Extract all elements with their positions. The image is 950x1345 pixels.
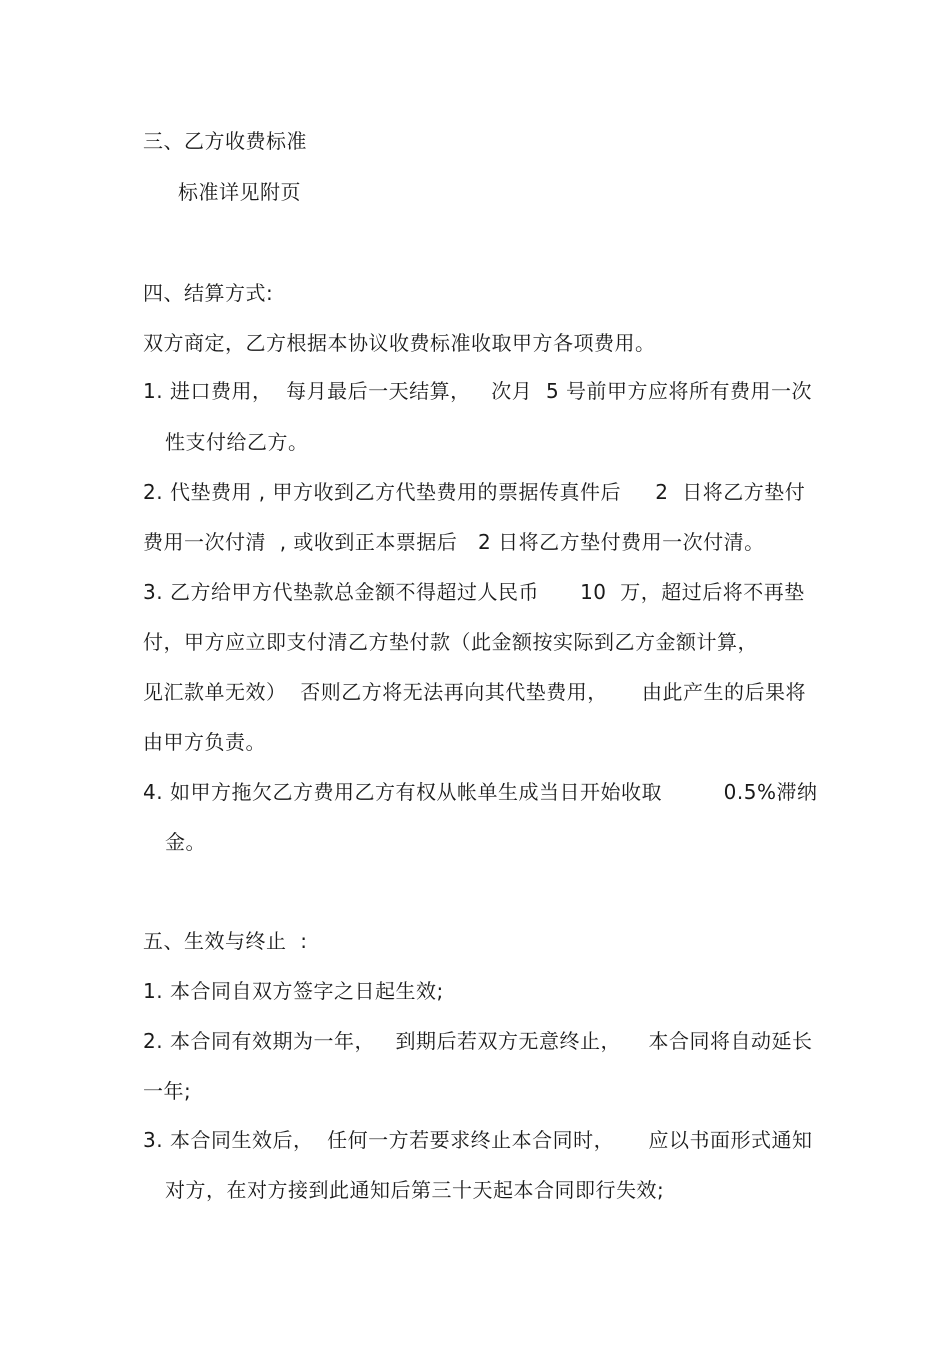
section4-item1-line2: 性支付给乙方。 — [165, 430, 309, 454]
section5-item1: 1. 本合同自双方签字之日起生效; — [143, 979, 444, 1003]
section4-item3-line3: 见汇款单无效） 否则乙方将无法再向其代垫费用， 由此产生的后果将 — [143, 680, 807, 704]
section4-item1-line1: 1. 进口费用， 每月最后一天结算， 次月 5 号前甲方应将所有费用一次 — [143, 379, 813, 403]
section4-item4-line2: 金。 — [165, 830, 206, 854]
section5-heading: 五、生效与终止 : — [143, 929, 308, 953]
section4-item2-line1: 2. 代垫费用 , 甲方收到乙方代垫费用的票据传真件后 2 日将乙方垫付 — [143, 480, 806, 504]
section4-item3-line4: 由甲方负责。 — [143, 730, 266, 754]
section3-body: 标准详见附页 — [178, 180, 301, 204]
section4-item2-line2: 费用一次付清 , 或收到正本票据后 2 日将乙方垫付费用一次付清。 — [143, 530, 765, 554]
section3-heading: 三、乙方收费标准 — [143, 129, 307, 153]
section4-item3-line2: 付，甲方应立即支付清乙方垫付款（此金额按实际到乙方金额计算， — [143, 630, 758, 654]
section4-item4-line1: 4. 如甲方拖欠乙方费用乙方有权从帐单生成当日开始收取 0.5%滞纳 — [143, 780, 818, 804]
section4-item3-line1: 3. 乙方给甲方代垫款总金额不得超过人民币 10 万，超过后将不再垫 — [143, 580, 805, 604]
section5-item2-line1: 2. 本合同有效期为一年， 到期后若双方无意终止， 本合同将自动延长 — [143, 1029, 813, 1053]
section4-heading: 四、结算方式: — [143, 281, 274, 305]
section5-item3-line2: 对方，在对方接到此通知后第三十天起本合同即行失效; — [165, 1178, 665, 1202]
section5-item2-line2: 一年; — [143, 1079, 192, 1103]
section4-intro: 双方商定，乙方根据本协议收费标准收取甲方各项费用。 — [143, 331, 656, 355]
section5-item3-line1: 3. 本合同生效后， 任何一方若要求终止本合同时， 应以书面形式通知 — [143, 1128, 813, 1152]
